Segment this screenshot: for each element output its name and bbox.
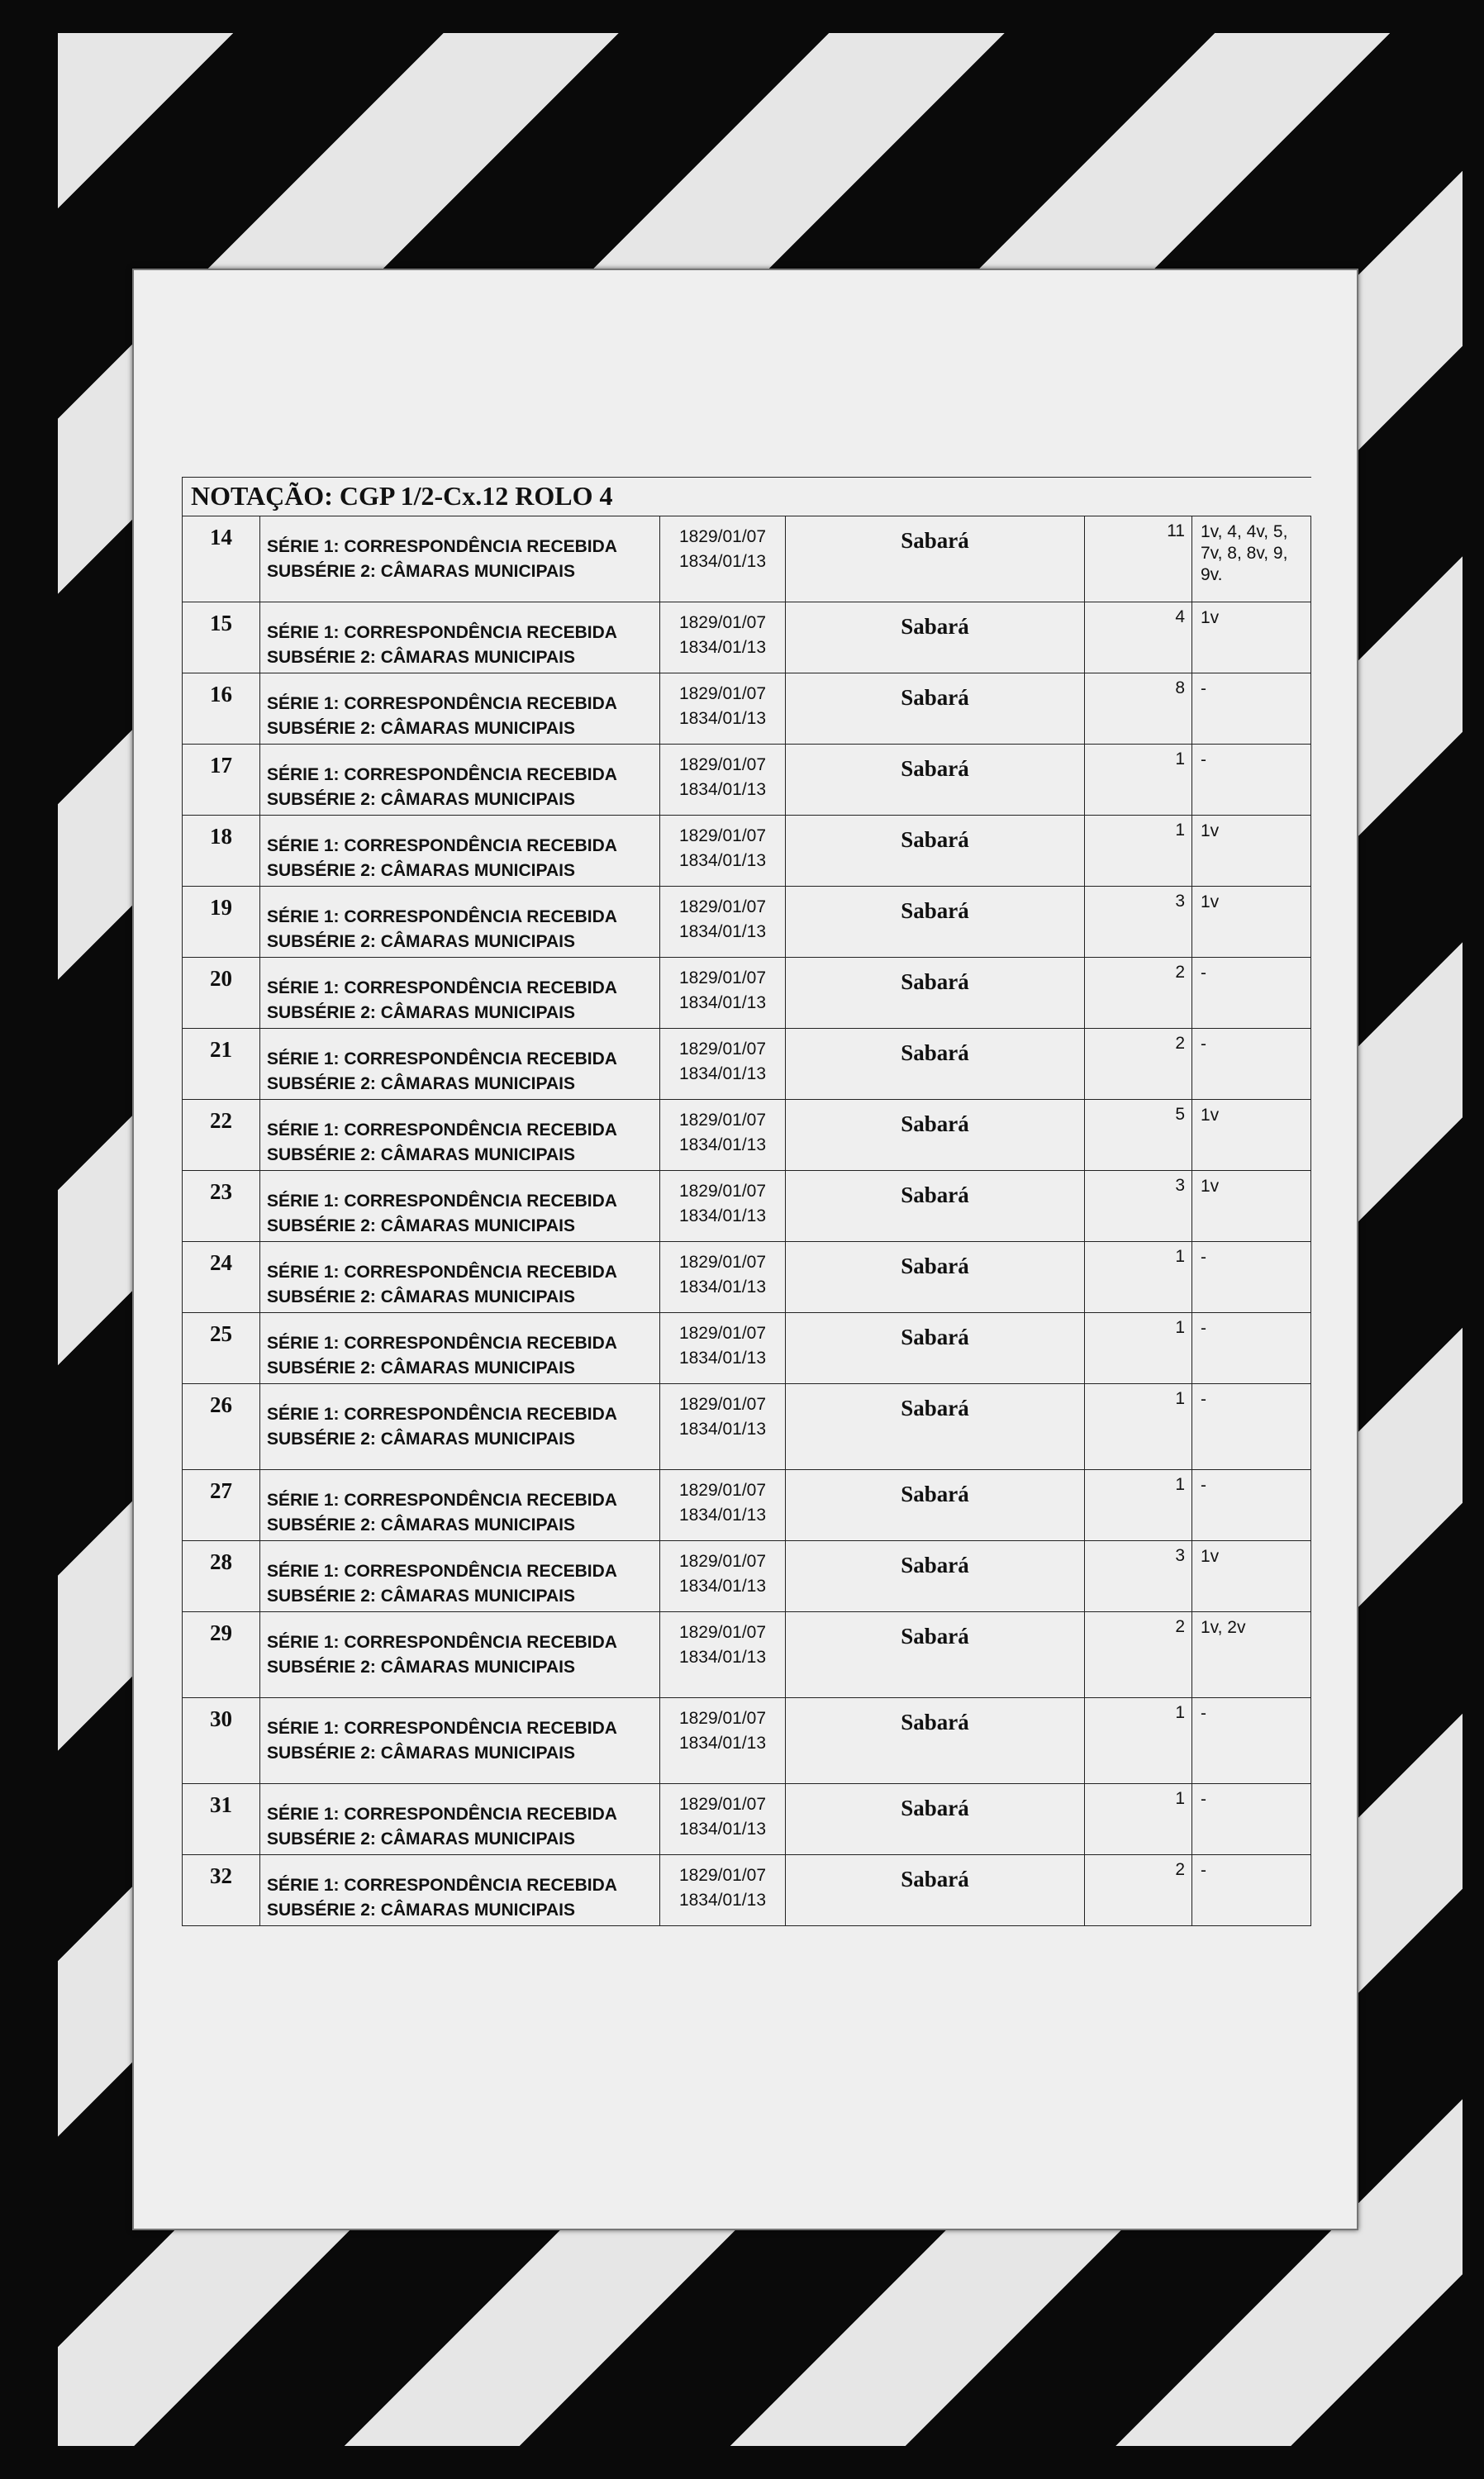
serie-label: SÉRIE 1: CORRESPONDÊNCIA RECEBIDA [267,836,617,855]
subserie-label: SUBSÉRIE 2: CÂMARAS MUNICIPAIS [267,648,575,667]
item-number: 17 [183,745,260,816]
date-end: 1834/01/13 [678,709,767,728]
date-range [660,1541,786,1612]
item-number: 22 [183,1100,260,1171]
page-references: - [1192,1029,1311,1100]
subserie-label: SUBSÉRIE 2: CÂMARAS MUNICIPAIS [267,1358,575,1377]
subserie-label: SUBSÉRIE 2: CÂMARAS MUNICIPAIS [267,1145,575,1164]
document-count: 3 [1085,1541,1192,1612]
series-description [260,516,660,602]
date-end: 1834/01/13 [678,1206,767,1225]
subserie-label: SUBSÉRIE 2: CÂMARAS MUNICIPAIS [267,1074,575,1093]
document-count: 11 [1085,516,1192,602]
serie-label: SÉRIE 1: CORRESPONDÊNCIA RECEBIDA [267,623,617,642]
catalog-table [182,477,1311,1926]
date-start: 1829/01/07 [678,755,767,774]
date-end: 1834/01/13 [678,922,767,941]
page-references: - [1192,745,1311,816]
serie-label: SÉRIE 1: CORRESPONDÊNCIA RECEBIDA [267,1049,617,1068]
item-number: 18 [183,816,260,887]
date-start: 1829/01/07 [678,1866,767,1885]
table-row [183,602,1311,673]
serie-label: SÉRIE 1: CORRESPONDÊNCIA RECEBIDA [267,1562,617,1581]
table-row [183,673,1311,745]
date-range [660,745,786,816]
place-name: Sabará [786,1698,1085,1784]
document-count: 5 [1085,1100,1192,1171]
series-description [260,816,660,887]
date-start: 1829/01/07 [678,1795,767,1814]
place-name: Sabará [786,1784,1085,1855]
date-range [660,1470,786,1541]
place-name: Sabará [786,516,1085,602]
page-references: - [1192,1242,1311,1313]
date-range [660,1855,786,1926]
date-end: 1834/01/13 [678,1648,767,1667]
page-references: 1v [1192,816,1311,887]
series-description [260,1541,660,1612]
date-range [660,1784,786,1855]
date-end: 1834/01/13 [678,552,767,571]
page-references: - [1192,673,1311,745]
page-references: 1v [1192,1100,1311,1171]
date-end: 1834/01/13 [678,638,767,657]
item-number: 24 [183,1242,260,1313]
document-count: 2 [1085,1855,1192,1926]
item-number: 19 [183,887,260,958]
table-header-row [183,478,1311,516]
date-range [660,516,786,602]
series-description [260,602,660,673]
date-range [660,1384,786,1470]
place-name: Sabará [786,1029,1085,1100]
subserie-label: SUBSÉRIE 2: CÂMARAS MUNICIPAIS [267,1515,575,1535]
item-number: 31 [183,1784,260,1855]
item-number: 32 [183,1855,260,1926]
table-row [183,1698,1311,1784]
place-name: Sabará [786,1541,1085,1612]
series-description [260,1784,660,1855]
place-name: Sabará [786,673,1085,745]
place-name: Sabará [786,887,1085,958]
page-references: 1v [1192,1541,1311,1612]
series-description [260,1470,660,1541]
place-name: Sabará [786,1313,1085,1384]
date-start: 1829/01/07 [678,527,767,546]
item-number: 25 [183,1313,260,1384]
item-number: 28 [183,1541,260,1612]
document-count: 1 [1085,1313,1192,1384]
subserie-label: SUBSÉRIE 2: CÂMARAS MUNICIPAIS [267,861,575,880]
place-name: Sabará [786,1384,1085,1470]
date-end: 1834/01/13 [678,1064,767,1083]
date-end: 1834/01/13 [678,1891,767,1910]
place-name: Sabará [786,816,1085,887]
date-end: 1834/01/13 [678,993,767,1012]
date-range [660,673,786,745]
table-row [183,1541,1311,1612]
item-number: 26 [183,1384,260,1470]
item-number: 29 [183,1612,260,1698]
serie-label: SÉRIE 1: CORRESPONDÊNCIA RECEBIDA [267,978,617,997]
date-start: 1829/01/07 [678,684,767,703]
page-references: 1v [1192,887,1311,958]
document-count: 1 [1085,1242,1192,1313]
document-count: 1 [1085,816,1192,887]
series-description [260,745,660,816]
page-references: - [1192,1313,1311,1384]
date-range [660,1242,786,1313]
date-start: 1829/01/07 [678,1395,767,1414]
document-count: 1 [1085,1698,1192,1784]
document-count: 3 [1085,1171,1192,1242]
subserie-label: SUBSÉRIE 2: CÂMARAS MUNICIPAIS [267,932,575,951]
date-end: 1834/01/13 [678,1135,767,1154]
date-range [660,1100,786,1171]
table-row [183,1855,1311,1926]
serie-label: SÉRIE 1: CORRESPONDÊNCIA RECEBIDA [267,1334,617,1353]
page-references: - [1192,1384,1311,1470]
series-description [260,1698,660,1784]
date-start: 1829/01/07 [678,897,767,916]
document-count: 1 [1085,1384,1192,1470]
item-number: 21 [183,1029,260,1100]
series-description [260,1855,660,1926]
date-range [660,1698,786,1784]
item-number: 16 [183,673,260,745]
document-count: 1 [1085,745,1192,816]
serie-label: SÉRIE 1: CORRESPONDÊNCIA RECEBIDA [267,1633,617,1652]
document-count: 2 [1085,958,1192,1029]
date-end: 1834/01/13 [678,1820,767,1839]
subserie-label: SUBSÉRIE 2: CÂMARAS MUNICIPAIS [267,1901,575,1920]
series-description [260,1100,660,1171]
subserie-label: SUBSÉRIE 2: CÂMARAS MUNICIPAIS [267,719,575,738]
serie-label: SÉRIE 1: CORRESPONDÊNCIA RECEBIDA [267,537,617,556]
subserie-label: SUBSÉRIE 2: CÂMARAS MUNICIPAIS [267,1744,575,1763]
item-number: 27 [183,1470,260,1541]
date-start: 1829/01/07 [678,1182,767,1201]
document-count: 8 [1085,673,1192,745]
date-end: 1834/01/13 [678,1278,767,1297]
place-name: Sabará [786,1171,1085,1242]
series-description [260,1171,660,1242]
subserie-label: SUBSÉRIE 2: CÂMARAS MUNICIPAIS [267,1658,575,1677]
serie-label: SÉRIE 1: CORRESPONDÊNCIA RECEBIDA [267,1263,617,1282]
subserie-label: SUBSÉRIE 2: CÂMARAS MUNICIPAIS [267,1587,575,1606]
table-row [183,816,1311,887]
series-description [260,1384,660,1470]
page-references: - [1192,1784,1311,1855]
item-number: 23 [183,1171,260,1242]
series-description [260,1313,660,1384]
series-description [260,958,660,1029]
serie-label: SÉRIE 1: CORRESPONDÊNCIA RECEBIDA [267,1719,617,1738]
subserie-label: SUBSÉRIE 2: CÂMARAS MUNICIPAIS [267,1287,575,1306]
serie-label: SÉRIE 1: CORRESPONDÊNCIA RECEBIDA [267,1192,617,1211]
date-start: 1829/01/07 [678,1481,767,1500]
series-description [260,887,660,958]
date-range [660,1171,786,1242]
series-description [260,673,660,745]
document-count: 4 [1085,602,1192,673]
table-row [183,1171,1311,1242]
item-number: 30 [183,1698,260,1784]
series-description [260,1242,660,1313]
table-row [183,1242,1311,1313]
date-range [660,816,786,887]
table-row [183,1612,1311,1698]
date-start: 1829/01/07 [678,826,767,845]
date-end: 1834/01/13 [678,1577,767,1596]
date-range [660,1029,786,1100]
table-row [183,1470,1311,1541]
serie-label: SÉRIE 1: CORRESPONDÊNCIA RECEBIDA [267,1405,617,1424]
subserie-label: SUBSÉRIE 2: CÂMARAS MUNICIPAIS [267,1830,575,1849]
series-description [260,1612,660,1698]
item-number: 14 [183,516,260,602]
item-number: 20 [183,958,260,1029]
date-range [660,1313,786,1384]
place-name: Sabará [786,1855,1085,1926]
place-name: Sabará [786,958,1085,1029]
page-references: 1v [1192,1171,1311,1242]
item-number: 15 [183,602,260,673]
date-start: 1829/01/07 [678,613,767,632]
table-row [183,1313,1311,1384]
subserie-label: SUBSÉRIE 2: CÂMARAS MUNICIPAIS [267,562,575,581]
place-name: Sabará [786,1470,1085,1541]
subserie-label: SUBSÉRIE 2: CÂMARAS MUNICIPAIS [267,1003,575,1022]
date-range [660,958,786,1029]
place-name: Sabará [786,745,1085,816]
place-name: Sabará [786,1242,1085,1313]
date-end: 1834/01/13 [678,1734,767,1753]
table-row [183,1784,1311,1855]
date-start: 1829/01/07 [678,1111,767,1130]
date-end: 1834/01/13 [678,851,767,870]
date-end: 1834/01/13 [678,1420,767,1439]
date-range [660,887,786,958]
table-row [183,745,1311,816]
date-start: 1829/01/07 [678,1040,767,1059]
document-count: 2 [1085,1029,1192,1100]
date-end: 1834/01/13 [678,1349,767,1368]
document-count: 1 [1085,1470,1192,1541]
date-start: 1829/01/07 [678,1709,767,1728]
date-range [660,602,786,673]
page-references: - [1192,1470,1311,1541]
date-end: 1834/01/13 [678,1506,767,1525]
page-references: 1v, 2v [1192,1612,1311,1698]
serie-label: SÉRIE 1: CORRESPONDÊNCIA RECEBIDA [267,907,617,926]
table-row [183,1100,1311,1171]
series-description [260,1029,660,1100]
subserie-label: SUBSÉRIE 2: CÂMARAS MUNICIPAIS [267,790,575,809]
table-row [183,887,1311,958]
table-row [183,1384,1311,1470]
serie-label: SÉRIE 1: CORRESPONDÊNCIA RECEBIDA [267,1491,617,1510]
document-count: 3 [1085,887,1192,958]
page-references: 1v, 4, 4v, 5, 7v, 8, 8v, 9, 9v. [1192,516,1311,602]
date-start: 1829/01/07 [678,1623,767,1642]
serie-label: SÉRIE 1: CORRESPONDÊNCIA RECEBIDA [267,1121,617,1140]
date-start: 1829/01/07 [678,968,767,987]
place-name: Sabará [786,1612,1085,1698]
place-name: Sabará [786,1100,1085,1171]
date-start: 1829/01/07 [678,1253,767,1272]
subserie-label: SUBSÉRIE 2: CÂMARAS MUNICIPAIS [267,1216,575,1235]
page-references: - [1192,1855,1311,1926]
table-row [183,1029,1311,1100]
date-range [660,1612,786,1698]
date-start: 1829/01/07 [678,1324,767,1343]
table-row [183,958,1311,1029]
serie-label: SÉRIE 1: CORRESPONDÊNCIA RECEBIDA [267,765,617,784]
serie-label: SÉRIE 1: CORRESPONDÊNCIA RECEBIDA [267,1876,617,1895]
notation-header: NOTAÇÃO: CGP 1/2-Cx.12 ROLO 4 [183,478,1311,516]
document-count: 2 [1085,1612,1192,1698]
serie-label: SÉRIE 1: CORRESPONDÊNCIA RECEBIDA [267,1805,617,1824]
document-count: 1 [1085,1784,1192,1855]
page-references: - [1192,958,1311,1029]
place-name: Sabará [786,602,1085,673]
subserie-label: SUBSÉRIE 2: CÂMARAS MUNICIPAIS [267,1430,575,1449]
table-row [183,516,1311,602]
page-references: 1v [1192,602,1311,673]
page-references: - [1192,1698,1311,1784]
date-end: 1834/01/13 [678,780,767,799]
date-start: 1829/01/07 [678,1552,767,1571]
serie-label: SÉRIE 1: CORRESPONDÊNCIA RECEBIDA [267,694,617,713]
